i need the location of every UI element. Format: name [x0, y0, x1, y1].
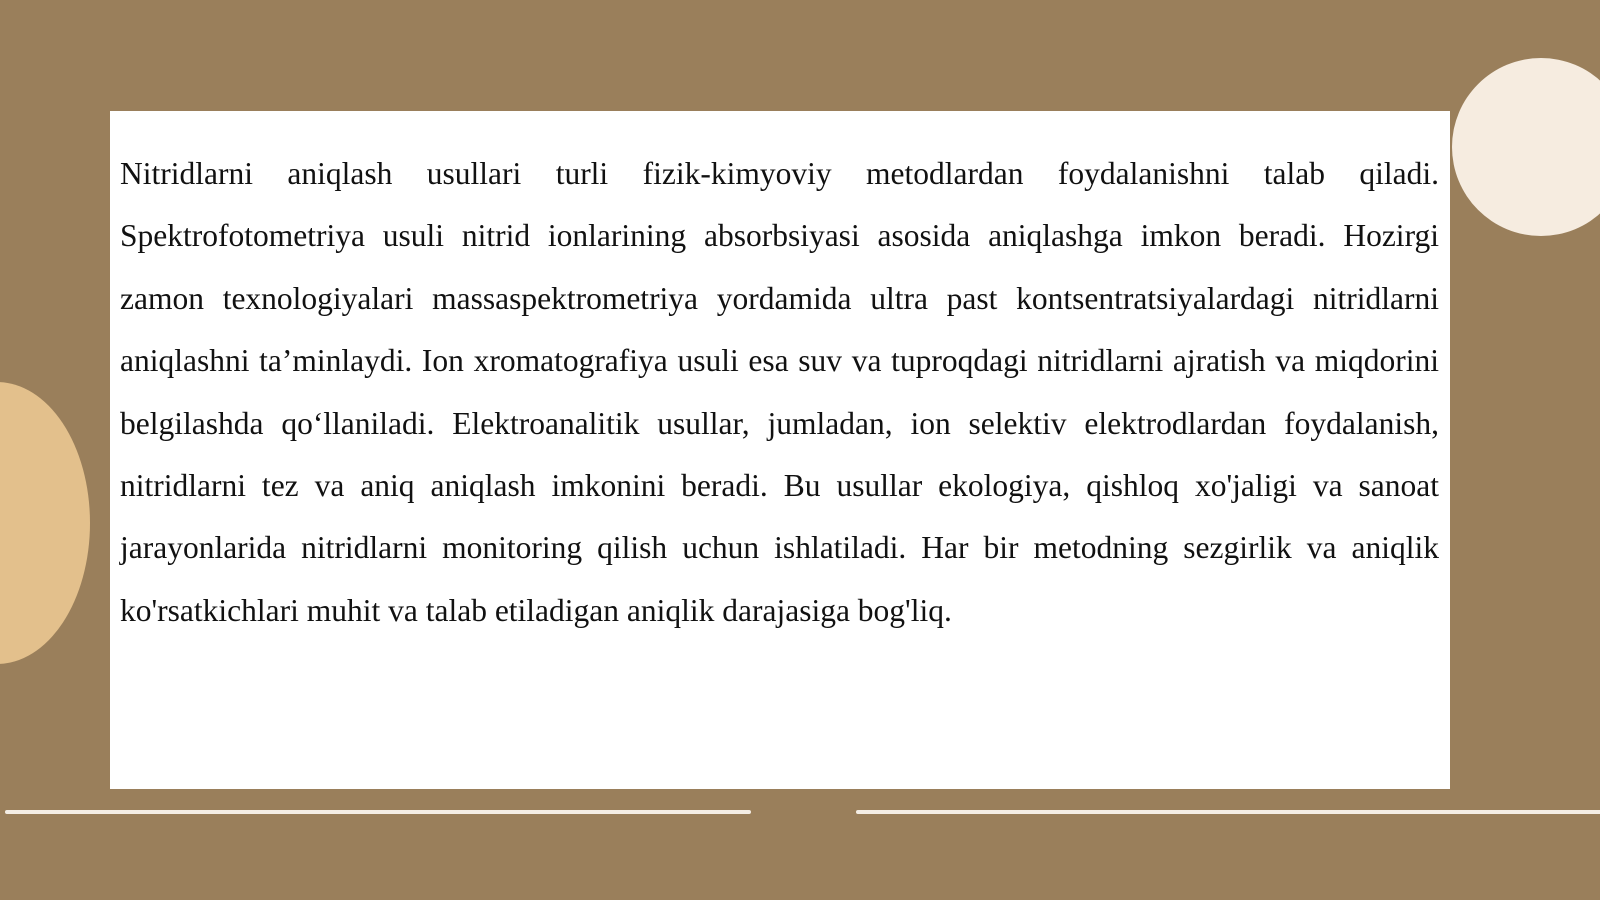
divider-line-left [5, 810, 751, 814]
decorative-circle-top-right [1452, 58, 1600, 236]
divider-line-right [856, 810, 1600, 814]
body-paragraph: Nitridlarni aniqlash usullari turli fizik-kimyoviy metodlardan foydalanishni talab qiladi. Spektrofotometriya usuli nitrid ionlarining absorbsiyasi asosida aniqlashga imkon beradi. Hozirgi zamon texnologiyalari massaspektrometriya yordamida ultra past kontsentratsiyalardagi nitridlarni aniqlashni ta’minlaydi. Ion xromatografiya usuli esa suv va tuproqdagi nitridlarni ajratish va miqdorini belgilashda qo‘llaniladi. Elektroanalitik usullar, jumladan, ion selektiv elektrodlardan foydalanish, nitridlarni tez va aniq aniqlash imkonini beradi. Bu usullar ekologiya, qishloq xo'jaligi va sanoat jarayonlarida nitridlarni monitoring qilish uchun ishlatiladi. Har bir metodning sezgirlik va aniqlik ko'rsatkichlari muhit va talab etiladigan aniqlik darajasiga bog'liq. [120, 156, 1439, 628]
decorative-circle-left [0, 382, 90, 664]
content-card [110, 111, 1450, 789]
